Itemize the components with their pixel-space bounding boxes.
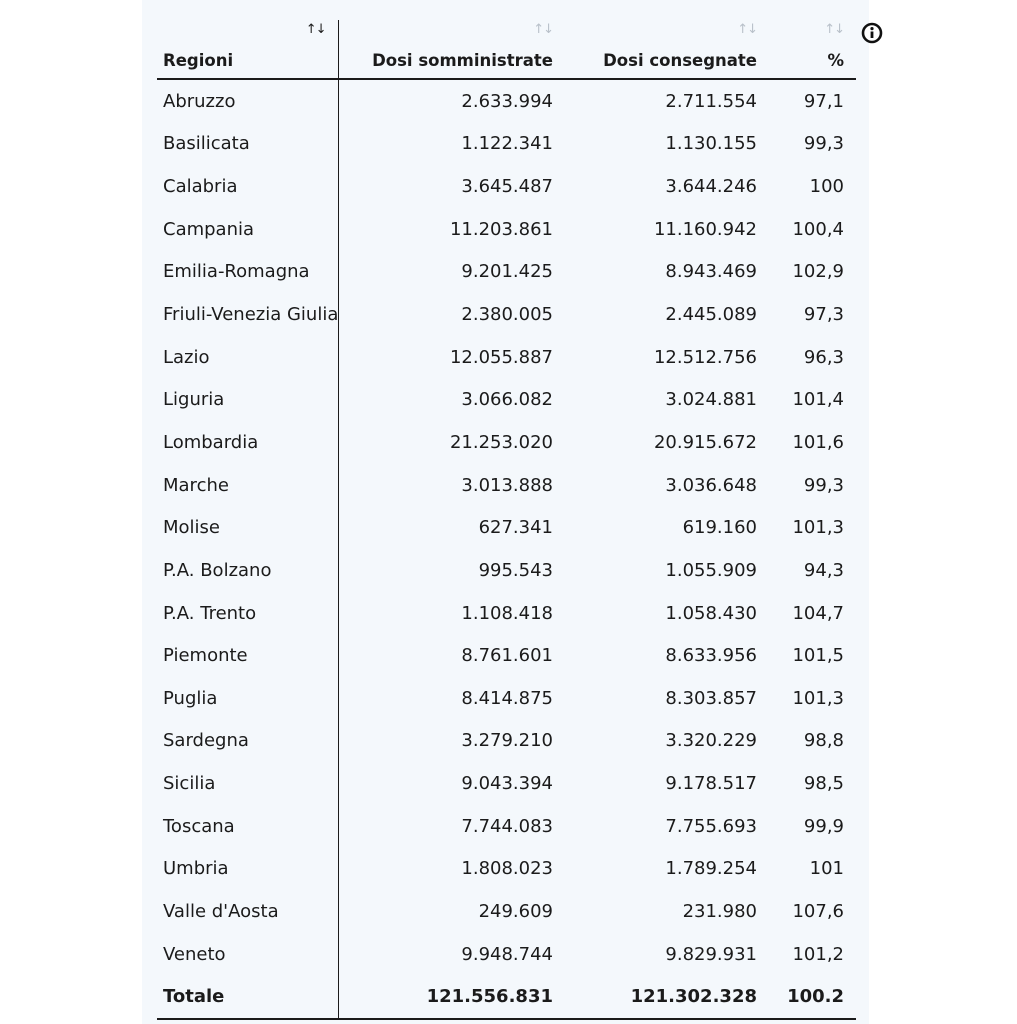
cell-delivered: 11.160.942 [653,218,757,240]
cell-administered: 249.609 [478,900,553,922]
cell-delivered: 3.320.229 [665,730,757,752]
cell-administered: 11.203.861 [449,218,553,240]
cell-delivered: 231.980 [682,900,757,922]
table-row [157,123,856,166]
cell-region: Abruzzo [157,79,338,123]
cell-region: Umbria [157,848,338,891]
sort-icon[interactable]: ↑↓ [305,22,326,37]
cell-administered: 12.055.887 [449,346,553,368]
cell-percent: 99,3 [803,133,844,155]
cell-administered: 8.414.875 [461,687,553,709]
cell-percent: 97,1 [803,90,844,112]
vaccine-doses-table-wrapper [157,20,856,1020]
cell-region: Campania [157,208,338,251]
cell-delivered: 619.160 [682,517,757,539]
cell-percent: 107,6 [792,900,844,922]
table-row [157,890,856,933]
cell-delivered: 20.915.672 [653,431,757,453]
table-row [157,549,856,592]
cell-region: Lombardia [157,421,338,464]
cell-administered: 1.122.341 [461,133,553,155]
cell-region: Veneto [157,933,338,976]
cell-region: Molise [157,506,338,549]
table-header-row [157,20,856,79]
cell-administered: 1.808.023 [461,858,553,880]
cell-delivered: 1.058.430 [665,602,757,624]
cell-delivered: 2.445.089 [665,304,757,326]
cell-delivered: 1.130.155 [665,133,757,155]
cell-administered: 2.633.994 [461,90,553,112]
cell-percent: 97,3 [803,304,844,326]
cell-region: Valle d'Aosta [157,890,338,933]
cell-administered: 2.380.005 [461,304,553,326]
cell-percent: 99,9 [803,815,844,837]
table-row [157,165,856,208]
cell-administered: 7.744.083 [461,815,553,837]
cell-region: Piemonte [157,634,338,677]
column-header-regions[interactable] [157,20,338,79]
cell-percent: 101,6 [792,431,844,453]
table-row [157,634,856,677]
sort-icon[interactable]: ↑↓ [824,22,844,37]
table-row [157,79,856,123]
cell-delivered: 8.303.857 [665,687,757,709]
table-row [157,293,856,336]
table-row [157,378,856,421]
info-icon[interactable] [861,22,883,44]
cell-percent: 101,3 [792,517,844,539]
table-row [157,720,856,763]
column-header-administered-doses[interactable] [338,20,565,79]
table-row [157,251,856,294]
cell-region: Liguria [157,378,338,421]
cell-delivered: 3.036.648 [665,474,757,496]
vaccine-doses-table [157,20,856,1020]
cell-delivered: 3.024.881 [665,389,757,411]
cell-percent: 98,5 [803,773,844,795]
cell-administered: 3.013.888 [461,474,553,496]
cell-percent: 98,8 [803,730,844,752]
cell-delivered: 1.055.909 [665,559,757,581]
cell-percent: 101,3 [792,687,844,709]
cell-delivered: 3.644.246 [665,176,757,198]
table-total-row [157,975,856,1019]
cell-delivered: 2.711.554 [665,90,757,112]
cell-percent: 101 [809,858,844,880]
cell-percent: 101,5 [792,645,844,667]
cell-region: Marche [157,464,338,507]
cell-region: Toscana [157,805,338,848]
cell-administered: 3.279.210 [461,730,553,752]
cell-percent: 96,3 [803,346,844,368]
table-row [157,336,856,379]
column-header-label: % [827,51,844,70]
table-row [157,805,856,848]
cell-administered: 9.948.744 [461,943,553,965]
cell-delivered: 12.512.756 [653,346,757,368]
column-header-label: Dosi somministrate [372,51,553,70]
table-row [157,762,856,805]
table-row [157,506,856,549]
column-header-delivered-doses[interactable] [565,20,769,79]
cell-region: Emilia-Romagna [157,251,338,294]
column-header-label: Regioni [163,51,234,70]
cell-administered: 995.543 [478,559,553,581]
cell-delivered: 7.755.693 [665,815,757,837]
cell-administered: 8.761.601 [461,645,553,667]
cell-percent: 104,7 [792,602,844,624]
cell-administered: 3.645.487 [461,176,553,198]
sort-icon[interactable]: ↑↓ [737,22,757,37]
cell-region: Sicilia [157,762,338,805]
cell-administered: 9.043.394 [461,773,553,795]
cell-region: P.A. Bolzano [157,549,338,592]
cell-delivered: 9.178.517 [665,773,757,795]
cell-region: Puglia [157,677,338,720]
cell-percent: 102,9 [792,261,844,283]
cell-region: Lazio [157,336,338,379]
table-row [157,208,856,251]
cell-region: Calabria [157,165,338,208]
cell-percent: 101,4 [792,389,844,411]
cell-administered: 9.201.425 [461,261,553,283]
table-row [157,933,856,976]
cell-administered: 627.341 [478,517,553,539]
table-row [157,464,856,507]
cell-delivered: 8.633.956 [665,645,757,667]
cell-percent: 94,3 [803,559,844,581]
column-header-percent[interactable] [769,20,856,79]
cell-region: Sardegna [157,720,338,763]
cell-total-percent: 100.2 [769,975,856,1019]
sort-icon[interactable]: ↑↓ [533,22,553,37]
cell-delivered: 9.829.931 [665,943,757,965]
column-header-label: Dosi consegnate [603,51,757,70]
cell-percent: 100 [809,176,844,198]
cell-total-delivered: 121.302.328 [565,975,769,1019]
cell-total-administered: 121.556.831 [338,975,565,1019]
table-row [157,592,856,635]
cell-region: Friuli-Venezia Giulia [157,293,338,336]
table-row [157,848,856,891]
cell-delivered: 1.789.254 [665,858,757,880]
cell-percent: 100,4 [792,218,844,240]
cell-administered: 21.253.020 [449,431,553,453]
cell-total-label: Totale [157,975,338,1019]
cell-administered: 1.108.418 [461,602,553,624]
table-row [157,677,856,720]
cell-delivered: 8.943.469 [665,261,757,283]
cell-region: Basilicata [157,123,338,166]
cell-region: P.A. Trento [157,592,338,635]
cell-administered: 3.066.082 [461,389,553,411]
cell-percent: 99,3 [803,474,844,496]
table-row [157,421,856,464]
cell-percent: 101,2 [792,943,844,965]
